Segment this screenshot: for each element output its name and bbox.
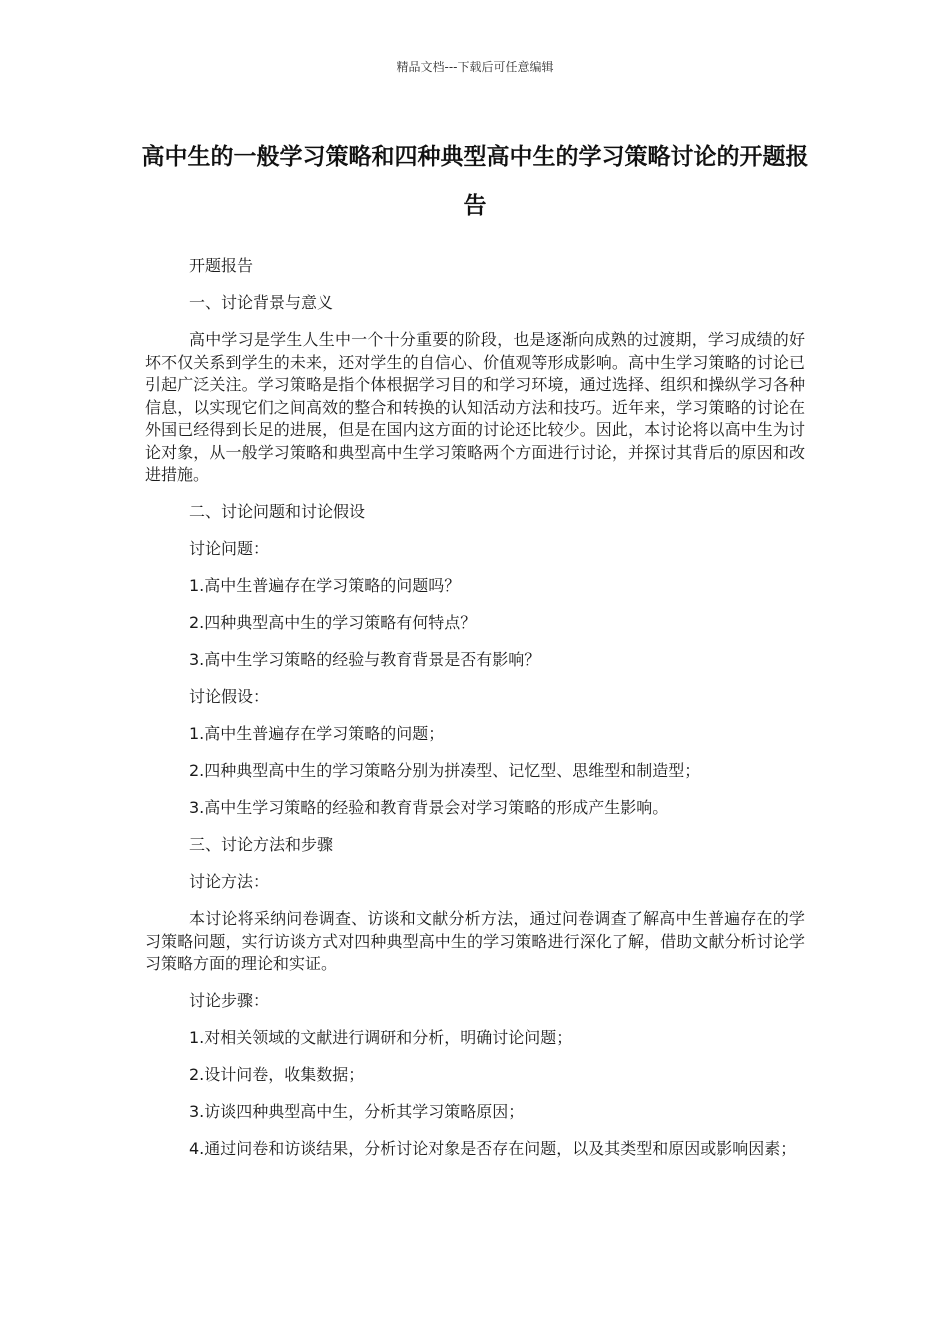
header-note: 精品文档---下载后可任意编辑: [396, 60, 554, 74]
section-heading: 二、讨论问题和讨论假设: [189, 502, 366, 521]
document-title: 高中生的一般学习策略和四种典型高中生的学习策略讨论的开题报告: [141, 144, 809, 219]
list-item: 3.高中生学习策略的经验和教育背景会对学习策略的形成产生影响。: [189, 798, 669, 817]
document-body: [145, 255, 805, 1175]
subsection-label: 讨论问题：: [189, 539, 270, 558]
list-item: 2.四种典型高中生的学习策略分别为拼凑型、记忆型、思维型和制造型；: [189, 761, 701, 780]
subsection-label: 讨论步骤：: [189, 991, 270, 1010]
body-paragraph: 高中学习是学生人生中一个十分重要的阶段，也是逐渐向成熟的过渡期，学习成绩的好坏不仅关系到学生的未来，还对学生的自信心、价值观等形成影响。高中生学习策略的讨论已引起广泛关注。学习策略是指个体根据学习目的和学习环境，通过选择、组织和操纵学习各种信息，以实现它们之间高效的整合和转换的认知活动方法和技巧。近年来，学习策略的讨论在外国已经得到长足的进展，但是在国内这方面的讨论还比较少。因此，本讨论将以高中生为讨论对象，从一般学习策略和典型高中生学习策略两个方面进行讨论，并探讨其背后的原因和改进措施。: [145, 330, 805, 484]
list-item: 2.设计问卷，收集数据；: [189, 1065, 365, 1084]
list-item: 4.通过问卷和访谈结果，分析讨论对象是否存在问题，以及其类型和原因或影响因素；: [189, 1139, 797, 1158]
list-item: 1.高中生普遍存在学习策略的问题；: [189, 724, 445, 743]
subsection-label: 讨论假设：: [189, 687, 270, 706]
section-label: 开题报告: [189, 256, 254, 275]
list-item: 1.对相关领域的文献进行调研和分析，明确讨论问题；: [189, 1028, 573, 1047]
subsection-label: 讨论方法：: [189, 872, 270, 891]
list-item: 2.四种典型高中生的学习策略有何特点？: [189, 613, 477, 632]
list-item: 1.高中生普遍存在学习策略的问题吗？: [189, 576, 461, 595]
body-paragraph: 本讨论将采纳问卷调查、访谈和文献分析方法，通过问卷调查了解高中生普遍存在的学习策略问题，实行访谈方式对四种典型高中生的学习策略进行深化了解，借助文献分析讨论学习策略方面的理论和实证。: [145, 909, 805, 973]
list-item: 3.访谈四种典型高中生，分析其学习策略原因；: [189, 1102, 525, 1121]
list-item: 3.高中生学习策略的经验与教育背景是否有影响？: [189, 650, 541, 669]
section-heading: 一、讨论背景与意义: [189, 293, 334, 312]
section-heading: 三、讨论方法和步骤: [189, 835, 334, 854]
